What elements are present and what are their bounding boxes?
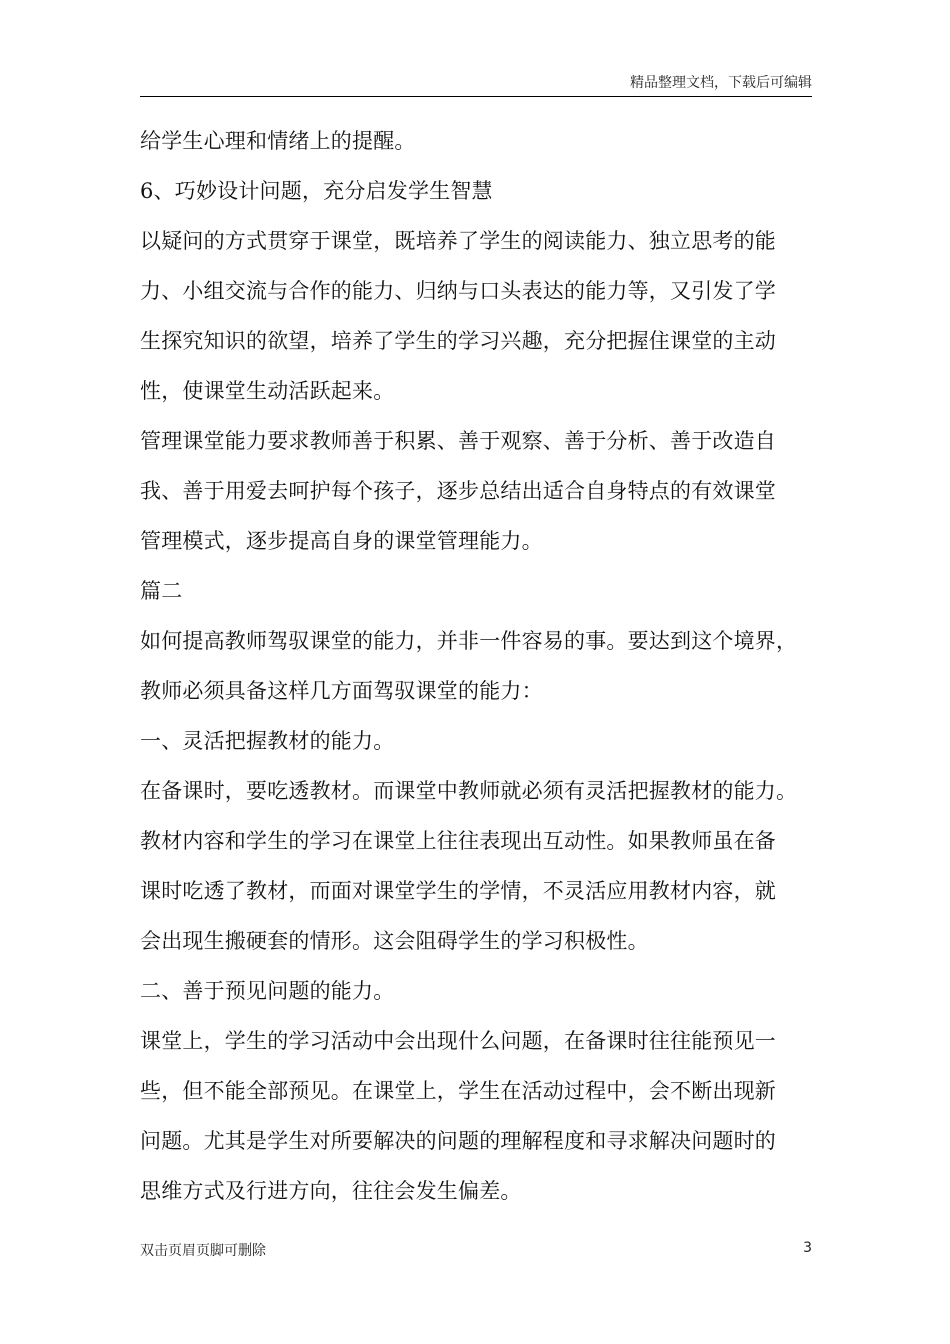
body-line: 思维方式及行进方向，往往会发生偏差。 [140, 1179, 522, 1203]
header-text: 精品整理文档，下载后可编辑 [630, 75, 812, 91]
section-heading: 6、巧妙设计问题，充分启发学生智慧 [140, 179, 493, 203]
page-number: 3 [803, 1240, 812, 1256]
page-header [140, 70, 812, 97]
body-line: 生探究知识的欲望，培养了学生的学习兴趣，充分把握住课堂的主动 [140, 329, 776, 353]
body-line: 性，使课堂生动活跃起来。 [140, 379, 395, 403]
body-line: 些，但不能全部预见。在课堂上，学生在活动过程中，会不断出现新 [140, 1079, 776, 1103]
body-line: 课时吃透了教材，而面对课堂学生的学情，不灵活应用教材内容，就 [140, 879, 776, 903]
body-line: 问题。尤其是学生对所要解决的问题的理解程度和寻求解决问题时的 [140, 1129, 776, 1153]
section-heading: 一、灵活把握教材的能力。 [140, 729, 395, 753]
body-line: 给学生心理和情绪上的提醒。 [140, 129, 416, 153]
body-line: 教师必须具备这样几方面驾驭课堂的能力： [140, 679, 543, 703]
section-heading: 二、善于预见问题的能力。 [140, 979, 395, 1003]
body-line: 在备课时，要吃透教材。而课堂中教师就必须有灵活把握教材的能力。 [140, 779, 798, 803]
body-line: 我、善于用爱去呵护每个孩子，逐步总结出适合自身特点的有效课堂 [140, 479, 776, 503]
body-line: 会出现生搬硬套的情形。这会阻碍学生的学习积极性。 [140, 929, 649, 953]
document-body [140, 116, 812, 1216]
body-line: 以疑问的方式贯穿于课堂，既培养了学生的阅读能力、独立思考的能 [140, 229, 776, 253]
page-footer [140, 1240, 812, 1264]
body-line: 管理模式，逐步提高自身的课堂管理能力。 [140, 529, 543, 553]
section-heading: 篇二 [140, 579, 183, 603]
body-line: 课堂上，学生的学习活动中会出现什么问题，在备课时往往能预见一 [140, 1029, 776, 1053]
body-line: 力、小组交流与合作的能力、归纳与口头表达的能力等，又引发了学 [140, 279, 776, 303]
body-line: 管理课堂能力要求教师善于积累、善于观察、善于分析、善于改造自 [140, 429, 776, 453]
body-line: 如何提高教师驾驭课堂的能力，并非一件容易的事。要达到这个境界， [140, 629, 798, 653]
footer-text: 双击页眉页脚可删除 [140, 1243, 266, 1259]
body-line: 教材内容和学生的学习在课堂上往往表现出互动性。如果教师虽在备 [140, 829, 776, 853]
